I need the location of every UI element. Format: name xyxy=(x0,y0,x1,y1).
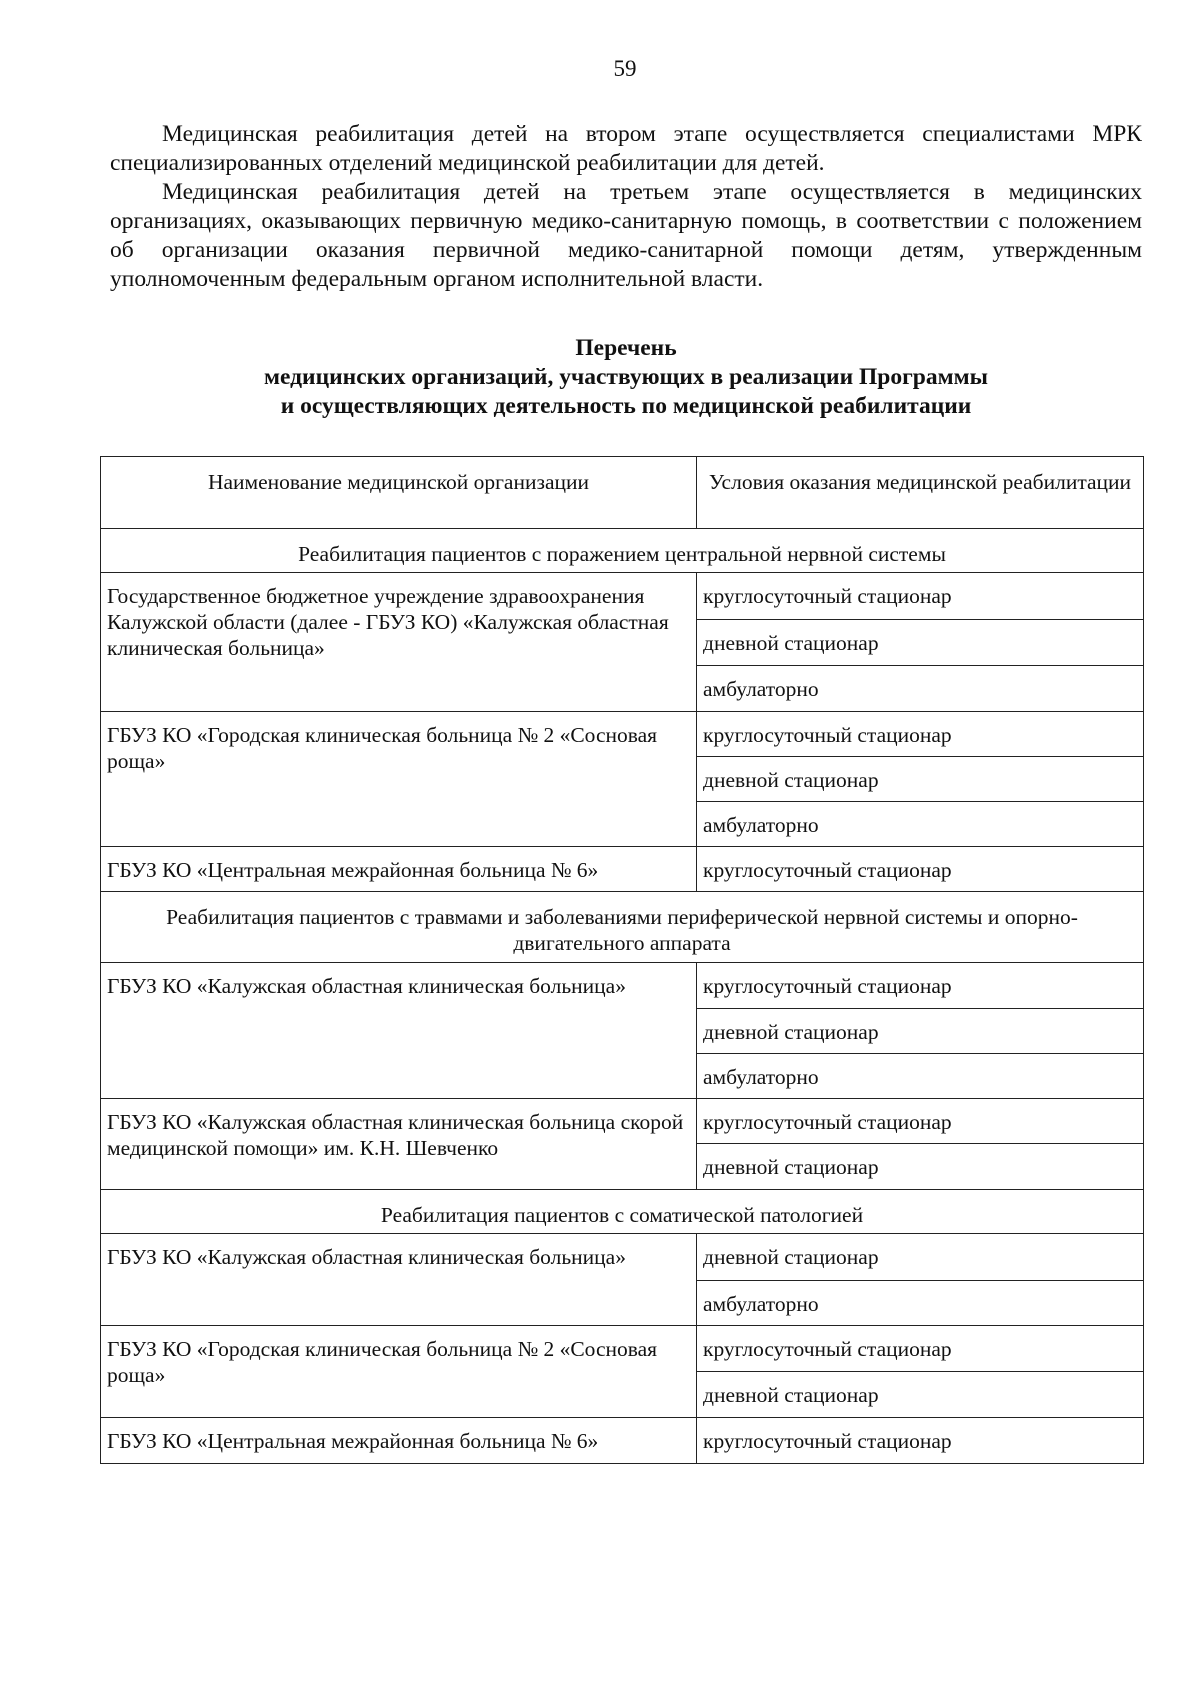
intro-text xyxy=(110,120,1142,294)
table-row xyxy=(101,847,1144,892)
condition-cell: круглосуточный стационар xyxy=(697,712,1144,757)
table-row xyxy=(101,1418,1144,1464)
condition-cell: круглосуточный стационар xyxy=(697,963,1144,1009)
table-row xyxy=(101,1326,1144,1372)
section-row xyxy=(101,1190,1144,1234)
condition-cell: дневной стационар xyxy=(697,1144,1144,1190)
condition-cell: круглосуточный стационар xyxy=(697,1326,1144,1372)
condition-cell: дневной стационар xyxy=(697,1009,1144,1054)
table-header-row xyxy=(101,457,1144,529)
condition-cell: круглосуточный стационар xyxy=(697,573,1144,620)
condition-cell: круглосуточный стационар xyxy=(697,1099,1144,1144)
condition-cell: дневной стационар xyxy=(697,620,1144,666)
section-row xyxy=(101,529,1144,573)
section-title-somatic: Реабилитация пациентов с соматической патологией xyxy=(101,1190,1144,1234)
heading-line-2: медицинских организаций, участвующих в реализации Программы xyxy=(264,364,988,390)
intro-paragraph-1: Медицинская реабилитация детей на втором этапе осуществляется специалистами МРК специализированных отделений медицинской реабилитации для детей. xyxy=(110,121,1142,176)
section-row xyxy=(101,892,1144,963)
condition-cell: дневной стационар xyxy=(697,757,1144,802)
organization-name: ГБУЗ КО «Калужская областная клиническая больница скорой медицинской помощи» им. К.Н. Шевченко xyxy=(101,1099,697,1190)
intro-paragraph-2: Медицинская реабилитация детей на третьем этапе осуществляется в медицинских организациях, оказывающих первичную медико-санитарную помощь, в соответствии с положением об организации оказания первичной медико-санитарной помощи детям, утвержденным уполномоченным федеральным органом исполнительной власти. xyxy=(110,179,1142,292)
condition-cell: амбулаторно xyxy=(697,666,1144,712)
condition-cell: дневной стационар xyxy=(697,1372,1144,1418)
section-title-pns: Реабилитация пациентов с травмами и заболеваниями периферической нервной системы и опорно-двигательного аппарата xyxy=(101,892,1144,963)
column-header-organization: Наименование медицинской организации xyxy=(101,457,697,529)
organization-name: ГБУЗ КО «Городская клиническая больница № 2 «Сосновая роща» xyxy=(101,712,697,847)
table-row xyxy=(101,573,1144,620)
condition-cell: дневной стационар xyxy=(697,1234,1144,1281)
table-row xyxy=(101,712,1144,757)
organization-name: ГБУЗ КО «Городская клиническая больница № 2 «Сосновая роща» xyxy=(101,1326,697,1418)
page-number: 59 xyxy=(613,56,637,81)
heading-line-1: Перечень xyxy=(575,335,677,361)
table-row xyxy=(101,1234,1144,1281)
organization-name: ГБУЗ КО «Центральная межрайонная больница № 6» xyxy=(101,847,697,892)
condition-cell: амбулаторно xyxy=(697,1281,1144,1326)
column-header-conditions: Условия оказания медицинской реабилитации xyxy=(697,457,1144,529)
organizations-table xyxy=(100,456,1144,1464)
heading-line-3: и осуществляющих деятельность по медицинской реабилитации xyxy=(280,393,972,419)
table-row xyxy=(101,1099,1144,1144)
section-title-cns: Реабилитация пациентов с поражением центральной нервной системы xyxy=(101,529,1144,573)
organization-name: Государственное бюджетное учреждение здравоохранения Калужской области (далее - ГБУЗ КО) «Калужская областная клиническая больница» xyxy=(101,573,697,712)
condition-cell: амбулаторно xyxy=(697,1054,1144,1099)
condition-cell: амбулаторно xyxy=(697,802,1144,847)
organization-name: ГБУЗ КО «Центральная межрайонная больница № 6» xyxy=(101,1418,697,1464)
list-heading xyxy=(110,334,1142,421)
organization-name: ГБУЗ КО «Калужская областная клиническая больница» xyxy=(101,1234,697,1326)
condition-cell: круглосуточный стационар xyxy=(697,1418,1144,1464)
condition-cell: круглосуточный стационар xyxy=(697,847,1144,892)
table-row xyxy=(101,963,1144,1009)
organization-name: ГБУЗ КО «Калужская областная клиническая больница» xyxy=(101,963,697,1099)
